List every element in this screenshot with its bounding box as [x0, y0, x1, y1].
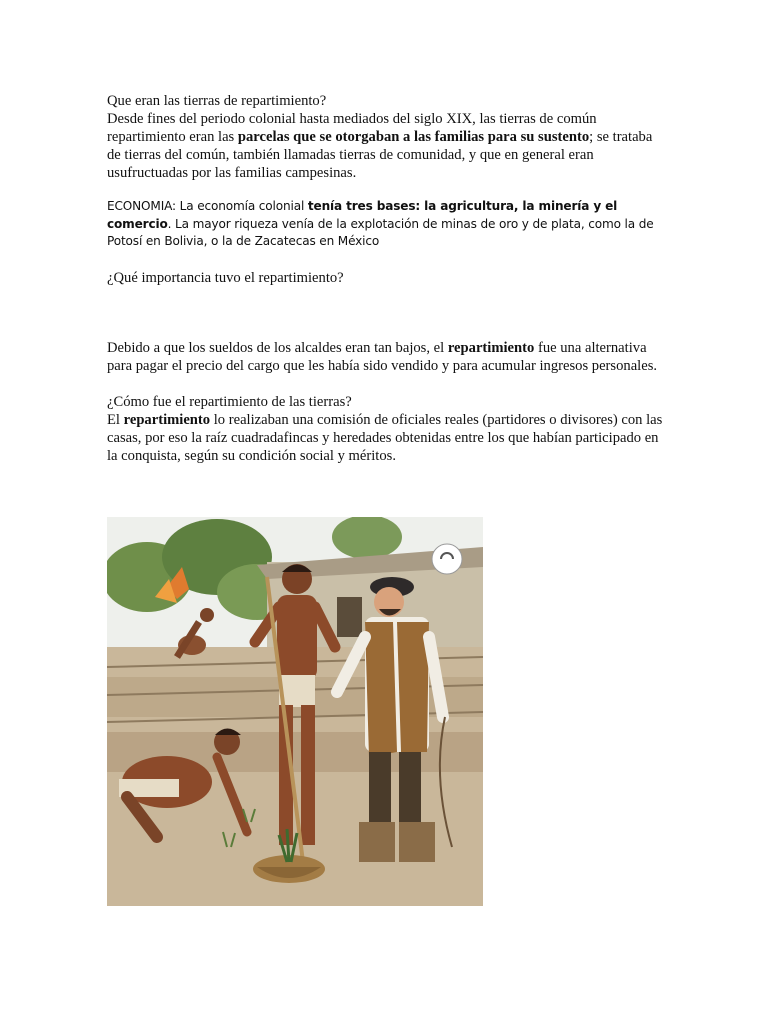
question-importancia: ¿Qué importancia tuvo el repartimiento? [107, 269, 344, 286]
answer-tierras [107, 110, 667, 182]
section-como-fue [107, 393, 667, 465]
answer-como-fue [107, 411, 667, 465]
answer-como-fue-text-1: El [107, 411, 124, 428]
section-economia [107, 198, 667, 251]
question-tierras: Que eran las tierras de repartimiento? [107, 93, 327, 109]
answer-tierras-bold: parcelas que se otorgaban a las familias para su sustento [237, 129, 590, 145]
answer-importancia-text-1: Debido a que los sueldos de los alcaldes eran tan bajos, el [107, 339, 448, 356]
illustration-drawing [107, 517, 483, 906]
economia-paragraph [107, 198, 667, 251]
answer-como-fue-bold: repartimiento [123, 411, 211, 428]
answer-importancia [107, 339, 667, 375]
colonial-farming-illustration [107, 517, 483, 906]
section-importancia [107, 269, 667, 375]
answer-tierras-text-1: Desde fines del periodo colonial hasta mediados del siglo XIX, las tierras de común repartimiento eran las [107, 111, 597, 145]
document-body [107, 92, 667, 465]
section-tierras [107, 92, 667, 182]
answer-como-fue-text-2: lo realizaban una comisión de oficiales reales (partidores o divisores) con las casas, por eso la raíz cuadradafincas y heredades obtenidas entre los que habían participado en la conquista, según su condición social y méritos. [107, 411, 663, 464]
answer-importancia-bold: repartimiento [447, 339, 535, 356]
answer-tierras-text-2: ; se trataba de tierras del común, también llamadas tierras de comunidad, y que en general eran usufructuadas por las familias campesinas. [107, 129, 653, 181]
answer-importancia-text-2: fue una alternativa para pagar el precio del cargo que les había sido vendido y para acumular ingresos personales. [107, 339, 658, 374]
question-como-fue: ¿Cómo fue el repartimiento de las tierras? [107, 393, 352, 410]
economia-rest: . La mayor riqueza venía de la explotación de minas de oro y de plata, como la de Potosí en Bolivia, o la de Zacatecas en México [107, 216, 654, 248]
economia-bold: tenía tres bases: la agricultura, la minería y el comercio [107, 199, 618, 231]
economia-label: ECONOMIA: La economía colonial [107, 199, 308, 213]
